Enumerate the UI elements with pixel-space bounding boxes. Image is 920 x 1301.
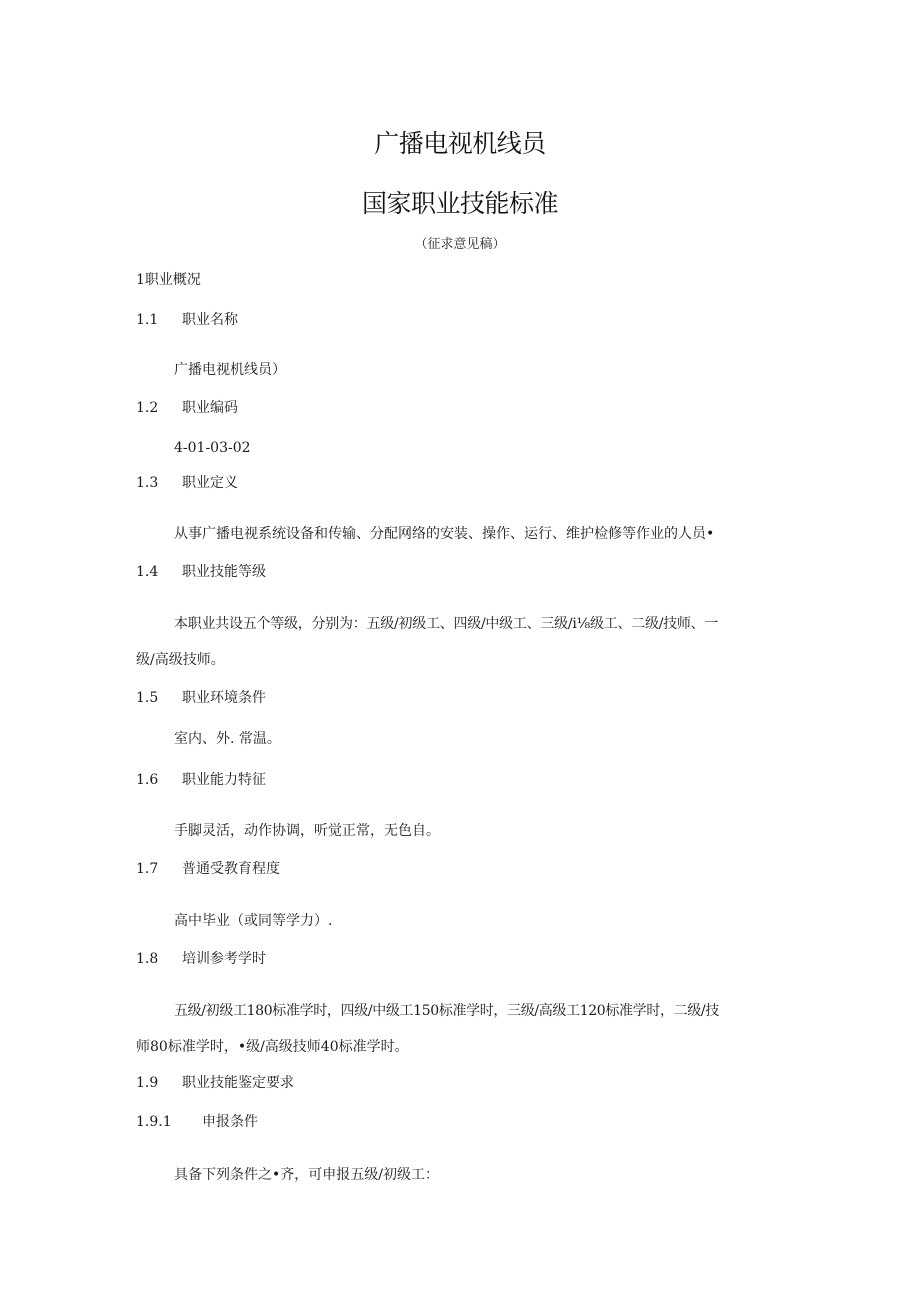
subsection-heading: 申报条件	[202, 1114, 258, 1130]
document-title-line1: 广播电视机线员	[374, 129, 546, 158]
subsection-number: 1.7	[136, 861, 159, 877]
subsection-heading: 培训参考学时	[182, 951, 266, 967]
subsection-1-8-body-line1: 五级/初级工180标准学时，四级/中级工150标准学时，三级/高级工120标准学时，二级/技	[174, 1003, 719, 1019]
subsection-number: 1.3	[136, 475, 159, 491]
subsection-number: 1.9	[136, 1075, 159, 1091]
subsection-1-5-body: 室内、外. 常温。	[174, 731, 281, 747]
subsection-1-3-body: 从事广播电视系统设备和传输、分配网络的安装、操作、运行、维护检修等作业的人员•	[174, 526, 715, 542]
subsection-number: 1.5	[136, 690, 159, 706]
subsection-heading: 职业能力特征	[182, 772, 266, 788]
subsection-1-1-body: 广播电视机线员）	[174, 362, 286, 378]
subsection-number: 1.2	[136, 400, 159, 416]
section-heading-1: 1职业概况	[136, 272, 201, 288]
subsection-1-8-body-line2: 师80标准学时，•级/高级技师40标准学时。	[136, 1039, 409, 1055]
subsection-number: 1.4	[136, 564, 159, 580]
subsection-heading: 职业环境条件	[182, 690, 266, 706]
subsection-1-2-body: 4-01-03-02	[174, 440, 251, 456]
subsection-heading: 普通受教育程度	[182, 861, 280, 877]
subsection-1-9-1-body: 具备下列条件之•齐，可申报五级/初级工：	[174, 1167, 439, 1183]
subsection-heading: 职业定义	[182, 475, 238, 491]
subsection-1-7-body: 高中毕业（或同等学力）.	[174, 913, 333, 929]
subsection-number: 1.8	[136, 951, 159, 967]
subsection-1-4-body-line2: 级/高级技师。	[136, 652, 225, 668]
document-title-line2: 国家职业技能标准	[361, 189, 558, 218]
subsection-number: 1.1	[136, 312, 159, 328]
document-subtitle: （征求意见稿）	[414, 237, 506, 252]
subsection-heading: 职业技能等级	[182, 564, 266, 580]
subsection-heading: 职业技能鉴定要求	[182, 1075, 294, 1091]
subsection-number: 1.9.1	[136, 1114, 172, 1130]
subsection-number: 1.6	[136, 772, 159, 788]
subsection-1-6-body: 手脚灵活，动作协调，听觉正常，无色自。	[174, 823, 440, 839]
subsection-1-4-body-line1: 本职业共设五个等级，分别为：五级/初级工、四级/中级工、三级/i⅛级工、二级/技师、一	[174, 616, 719, 632]
subsection-heading: 职业编码	[182, 400, 238, 416]
subsection-heading: 职业名称	[182, 312, 238, 328]
